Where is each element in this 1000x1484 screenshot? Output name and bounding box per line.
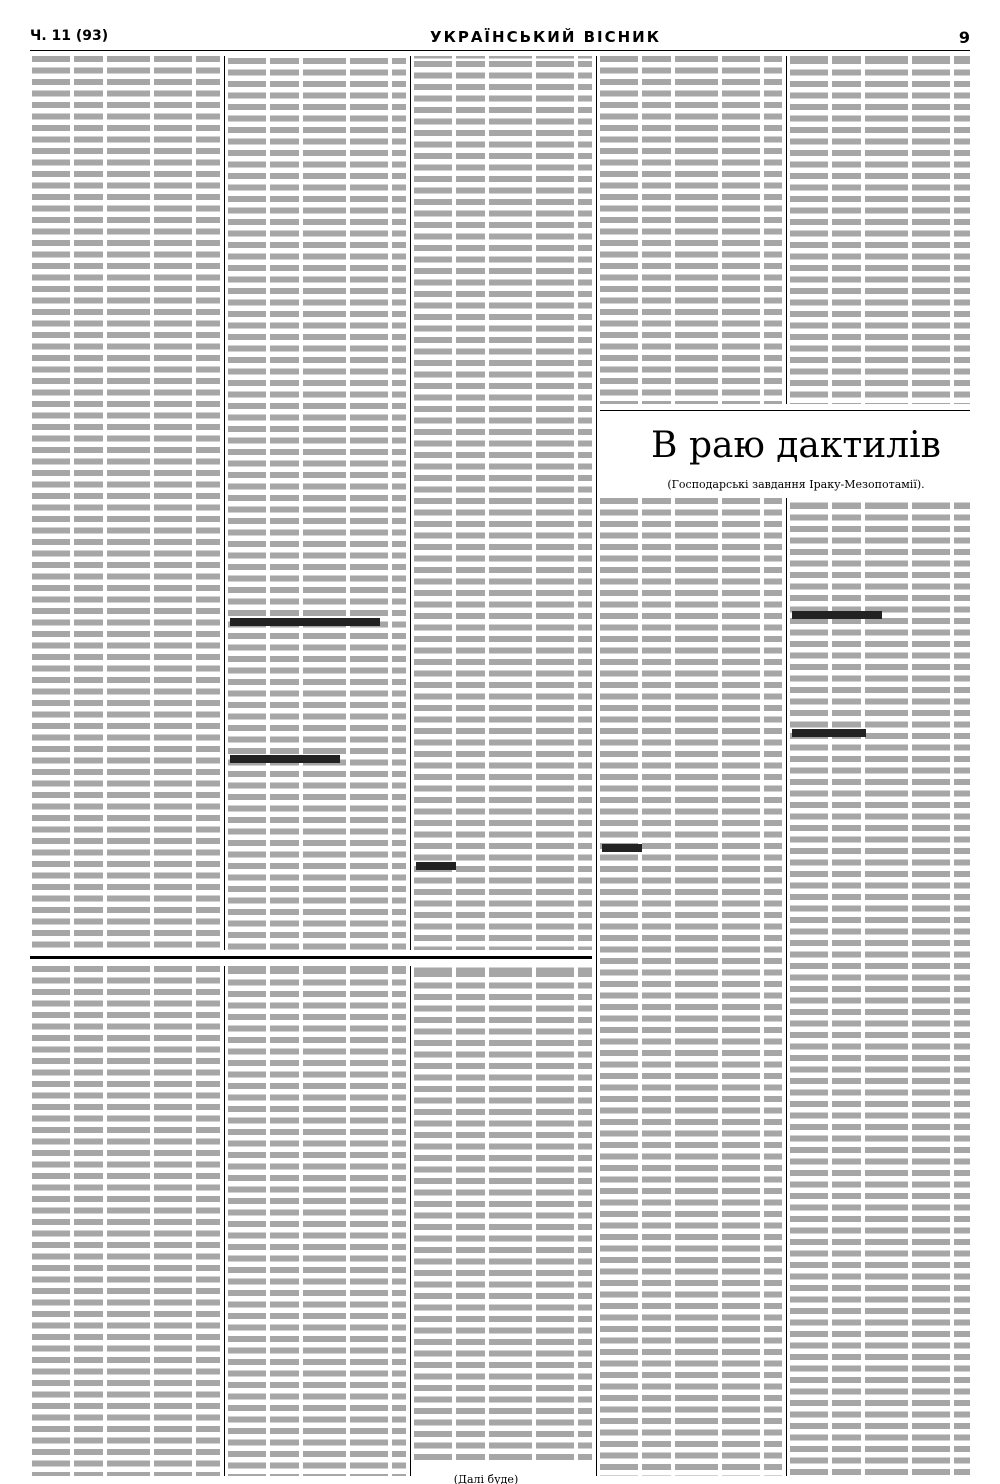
to-be-continued-note: (Далі буде) [453, 1473, 519, 1484]
page-number: 9 [958, 28, 970, 47]
column-1-upper-text [32, 56, 220, 950]
section-divider-rule [30, 956, 592, 959]
column-3-upper-text [414, 56, 592, 950]
issue-number: Ч. 11 (93) [30, 28, 109, 44]
column-1-lower-text [32, 966, 220, 1476]
column-divider [596, 56, 597, 1476]
column-divider [786, 498, 787, 1476]
masthead [30, 22, 970, 48]
article-subtitle: (Господарські завдання Іраку-Мезопотамії). [667, 478, 925, 491]
article-headline: В раю дактилів [651, 425, 941, 466]
bold-text-mark [416, 862, 456, 870]
bold-text-mark [602, 844, 642, 852]
publication-title: УКРАЇНСЬКИЙ ВІСНИК [430, 28, 661, 46]
column-divider [224, 56, 225, 950]
bold-text-mark [230, 618, 380, 626]
column-2-lower-text [228, 966, 406, 1476]
column-2-upper-text [228, 56, 406, 950]
bold-text-mark [792, 729, 866, 737]
column-3-lower-text [414, 966, 592, 1464]
bold-text-mark [230, 755, 340, 763]
column-4-upper-text [600, 56, 782, 404]
column-divider [224, 966, 225, 1476]
bold-text-mark [792, 611, 882, 619]
column-divider [410, 966, 411, 1476]
column-divider [786, 56, 787, 404]
article-column-1-text [600, 498, 782, 1476]
article-top-rule [600, 410, 970, 411]
header-rule [30, 50, 970, 51]
column-divider [410, 56, 411, 950]
article-column-2-text [790, 498, 970, 1476]
column-5-upper-text [790, 56, 970, 404]
